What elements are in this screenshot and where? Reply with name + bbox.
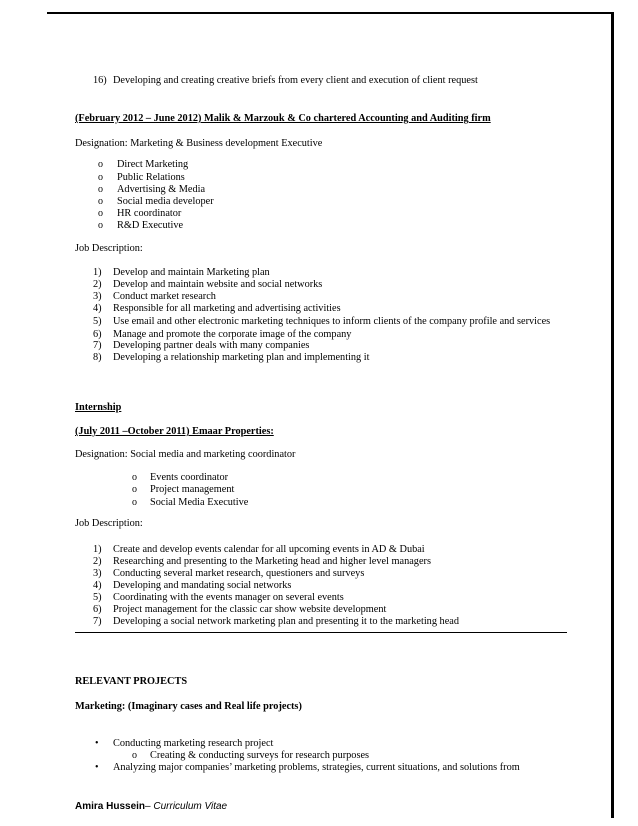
circle-bullet-icon: o xyxy=(98,196,103,207)
role-item: Events coordinator xyxy=(150,472,229,483)
duty-number: 4) xyxy=(93,303,102,314)
duty-number: 1) xyxy=(93,267,102,278)
project-item: Analyzing major companies’ marketing problems, strategies, current situations, and solutions from xyxy=(113,762,520,773)
job-heading: (February 2012 – June 2012) Malik & Marzouk & Co chartered Accounting and Auditing firm xyxy=(75,113,491,124)
duty-number: 7) xyxy=(93,616,102,627)
duty-text: Developing a relationship marketing plan and implementing it xyxy=(113,352,370,363)
duty-text: Responsible for all marketing and advertising activities xyxy=(113,303,341,314)
duty-number: 6) xyxy=(93,329,102,340)
duty-text: Conducting several market research, questioners and surveys xyxy=(113,568,365,579)
circle-bullet-icon: o xyxy=(98,208,103,219)
bullet-icon: • xyxy=(95,738,99,749)
project-item: Conducting marketing research project xyxy=(113,738,274,749)
designation: Designation: Social media and marketing coordinator xyxy=(75,449,296,460)
footer-dash: – xyxy=(145,801,154,812)
duty-text: Manage and promote the corporate image of the company xyxy=(113,329,352,340)
duty-number: 2) xyxy=(93,556,102,567)
duty-number: 5) xyxy=(93,592,102,603)
footer-name: Amira Hussein xyxy=(75,801,146,812)
job-description-label: Job Description: xyxy=(75,243,143,254)
duty-text: Developing partner deals with many companies xyxy=(113,340,310,351)
page-footer xyxy=(75,801,227,813)
duty-text: Conduct market research xyxy=(113,291,216,302)
circle-bullet-icon: o xyxy=(132,497,137,508)
job-description-label: Job Description: xyxy=(75,518,143,529)
section-title: Internship xyxy=(75,402,122,413)
duty-number: 3) xyxy=(93,568,102,579)
duty-text: Create and develop events calendar for all upcoming events in AD & Dubai xyxy=(113,544,425,555)
footer-subtitle: Curriculum Vitae xyxy=(153,801,228,812)
role-item: Project management xyxy=(150,484,235,495)
role-item: Social media developer xyxy=(117,196,214,207)
circle-bullet-icon: o xyxy=(132,484,137,495)
circle-bullet-icon: o xyxy=(98,184,103,195)
duty-text: Use email and other electronic marketing techniques to inform clients of the company profile and services xyxy=(113,316,551,327)
duty-number: 3) xyxy=(93,291,102,302)
duty-number: 4) xyxy=(93,580,102,591)
section-divider xyxy=(75,632,567,633)
duty-text: Develop and maintain website and social networks xyxy=(113,279,323,290)
duty-text: Developing and creating creative briefs from every client and execution of client request xyxy=(113,75,478,86)
duty-text: Developing a social network marketing plan and presenting it to the marketing head xyxy=(113,616,459,627)
circle-bullet-icon: o xyxy=(98,159,103,170)
circle-bullet-icon: o xyxy=(98,220,103,231)
duty-number: 7) xyxy=(93,340,102,351)
role-item: HR coordinator xyxy=(117,208,182,219)
role-item: Social Media Executive xyxy=(150,497,249,508)
section-title: RELEVANT PROJECTS xyxy=(75,676,188,687)
role-item: Public Relations xyxy=(117,172,185,183)
job-heading: (July 2011 –October 2011) Emaar Properties: xyxy=(75,426,274,437)
role-item: Direct Marketing xyxy=(117,159,189,170)
project-subitem: Creating & conducting surveys for research purposes xyxy=(150,750,370,761)
page-border xyxy=(47,12,614,818)
role-item: R&D Executive xyxy=(117,220,184,231)
section-subtitle: Marketing: (Imaginary cases and Real life projects) xyxy=(75,701,302,712)
duty-number: 1) xyxy=(93,544,102,555)
designation: Designation: Marketing & Business development Executive xyxy=(75,138,323,149)
duty-text: Researching and presenting to the Marketing head and higher level managers xyxy=(113,556,431,567)
duty-number: 5) xyxy=(93,316,102,327)
duty-text: Developing and mandating social networks xyxy=(113,580,292,591)
bullet-icon: • xyxy=(95,762,99,773)
duty-number: 8) xyxy=(93,352,102,363)
duty-text: Project management for the classic car show website development xyxy=(113,604,387,615)
role-item: Advertising & Media xyxy=(117,184,206,195)
duty-number: 2) xyxy=(93,279,102,290)
duty-number: 16) xyxy=(93,75,107,86)
circle-bullet-icon: o xyxy=(132,750,137,761)
circle-bullet-icon: o xyxy=(132,472,137,483)
duty-number: 6) xyxy=(93,604,102,615)
duty-text: Coordinating with the events manager on several events xyxy=(113,592,344,603)
duty-text: Develop and maintain Marketing plan xyxy=(113,267,270,278)
circle-bullet-icon: o xyxy=(98,172,103,183)
